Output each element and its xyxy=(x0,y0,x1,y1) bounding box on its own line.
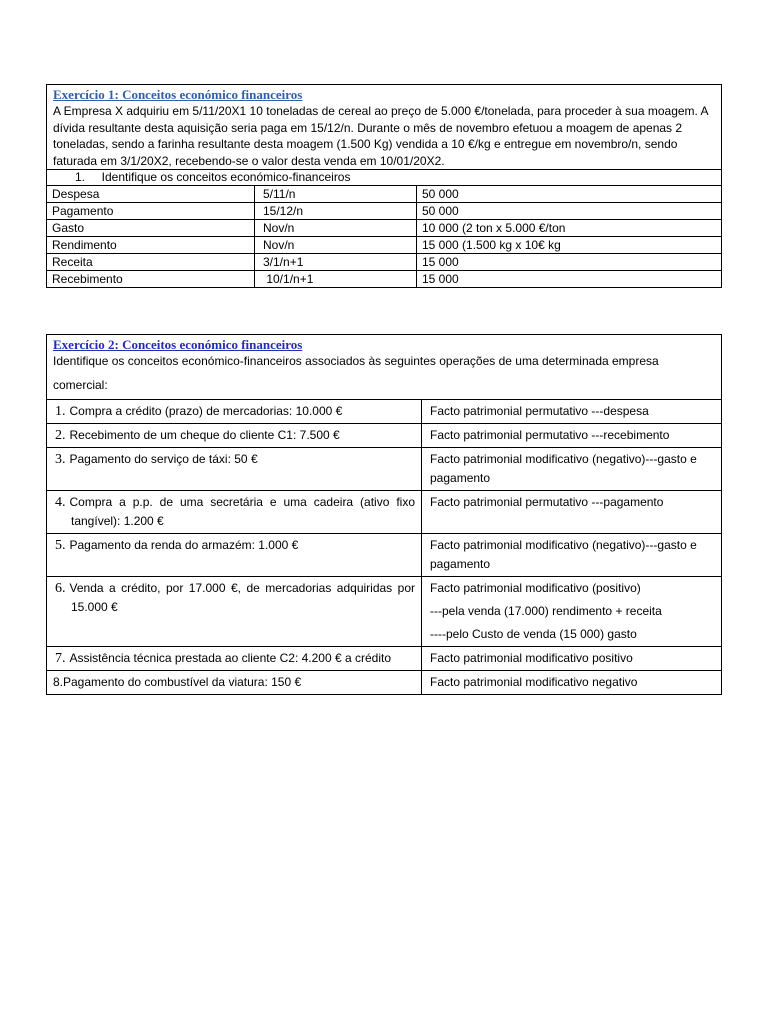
concept-cell: Gasto xyxy=(47,220,255,237)
answer-cell xyxy=(422,647,722,671)
answer-text-line2: ---pela venda (17.000) rendimento + receita xyxy=(430,604,662,618)
answer-cell xyxy=(422,400,722,424)
concept-cell: Receita xyxy=(47,254,255,271)
operation-cell xyxy=(47,448,422,491)
table-row xyxy=(47,577,722,647)
answer-text: Facto patrimonial permutativo ---pagamento xyxy=(430,495,664,509)
item-number: 3. xyxy=(55,452,66,467)
value-cell: 50 000 xyxy=(417,186,722,203)
operation-cell xyxy=(47,577,422,647)
operation-text: Compra a p.p. de uma secretária e uma cadeira (ativo fixo tangível): 1.200 € xyxy=(69,495,415,528)
item-number: 7. xyxy=(55,651,66,666)
operation-cell xyxy=(47,491,422,534)
table-row xyxy=(47,254,722,271)
value-cell: 10 000 (2 ton x 5.000 €/ton xyxy=(417,220,722,237)
exercise2-statement: Identifique os conceitos económico-financeiros associados às seguintes operações de uma determinada empresa comercial: xyxy=(53,354,659,392)
value-cell: 15 000 xyxy=(417,254,722,271)
answer-text-line3: ----pelo Custo de venda (15 000) gasto xyxy=(430,627,637,641)
operation-cell xyxy=(47,671,422,695)
date-cell: Nov/n xyxy=(255,220,417,237)
table-row xyxy=(47,647,722,671)
answer-text: Facto patrimonial permutativo ---recebimento xyxy=(430,428,670,442)
operation-text: Recebimento de um cheque do cliente C1: 7.500 € xyxy=(69,428,340,442)
operation-cell xyxy=(47,400,422,424)
answer-cell xyxy=(422,424,722,448)
item-number: 6. xyxy=(55,581,66,596)
table-row xyxy=(47,203,722,220)
answer-cell xyxy=(422,671,722,695)
operation-cell xyxy=(47,647,422,671)
operation-cell xyxy=(47,534,422,577)
answer-cell xyxy=(422,491,722,534)
operation-cell xyxy=(47,424,422,448)
answer-text: Facto patrimonial modificativo (positivo) xyxy=(430,581,641,595)
table-row xyxy=(47,448,722,491)
answer-text: Facto patrimonial modificativo (negativo)---gasto e pagamento xyxy=(430,452,697,485)
table-row xyxy=(47,271,722,288)
operation-text: Pagamento do serviço de táxi: 50 € xyxy=(69,452,258,466)
answer-text: Facto patrimonial permutativo ---despesa xyxy=(430,404,649,418)
value-cell: 15 000 (1.500 kg x 10€ kg xyxy=(417,237,722,254)
concept-cell: Recebimento xyxy=(47,271,255,288)
date-cell: 3/1/n+1 xyxy=(255,254,417,271)
table-row xyxy=(47,491,722,534)
exercise1-statement: A Empresa X adquiriu em 5/11/20X1 10 toneladas de cereal ao preço de 5.000 €/tonelada, para proceder à sua moagem. A dívida resultante desta aquisição seria paga em 15/12/n. Durante o mês de novembro efetuou a moagem de apenas 2 toneladas, sendo a farinha resultante desta moagem (1.500 Kg) vendida a 10 €/kg e entregue em novembro/n, sendo faturada em 3/1/20X2, recebendo-se o valor desta venda em 10/01/20X2. xyxy=(53,104,708,168)
answer-text: Facto patrimonial modificativo negativo xyxy=(430,675,638,689)
operation-text: 8.Pagamento do combustível da viatura: 150 € xyxy=(53,675,302,689)
item-number: 1. xyxy=(55,404,66,419)
table-row xyxy=(47,534,722,577)
operation-text: Venda a crédito, por 17.000 €, de mercadorias adquiridas por 15.000 € xyxy=(69,581,415,614)
exercise2-header xyxy=(47,335,722,400)
operation-text: Compra a crédito (prazo) de mercadorias: 10.000 € xyxy=(69,404,343,418)
concept-cell: Despesa xyxy=(47,186,255,203)
date-cell: 10/1/n+1 xyxy=(255,271,417,288)
exercise1-table xyxy=(46,84,722,288)
date-cell: 5/11/n xyxy=(255,186,417,203)
item-number: 5. xyxy=(55,538,66,553)
value-cell: 15 000 xyxy=(417,271,722,288)
date-cell: Nov/n xyxy=(255,237,417,254)
table-row xyxy=(47,400,722,424)
operation-text: Pagamento da renda do armazém: 1.000 € xyxy=(69,538,299,552)
answer-cell xyxy=(422,534,722,577)
concept-cell: Pagamento xyxy=(47,203,255,220)
exercise2-title: Exercício 2: Conceitos económico financeiros xyxy=(53,337,303,352)
date-cell: 15/12/n xyxy=(255,203,417,220)
answer-cell xyxy=(422,577,722,647)
exercise1-question: 1. Identifique os conceitos económico-financeiros xyxy=(47,170,722,186)
exercise1-title: Exercício 1: Conceitos económico financeiros xyxy=(53,87,303,102)
exercise2-table xyxy=(46,334,722,695)
item-number: 2. xyxy=(55,428,66,443)
value-cell: 50 000 xyxy=(417,203,722,220)
table-row xyxy=(47,237,722,254)
table-row xyxy=(47,671,722,695)
table-row xyxy=(47,186,722,203)
item-number: 4. xyxy=(55,495,66,510)
answer-text: Facto patrimonial modificativo positivo xyxy=(430,651,633,665)
table-row xyxy=(47,424,722,448)
table-row xyxy=(47,220,722,237)
answer-cell xyxy=(422,448,722,491)
answer-text: Facto patrimonial modificativo (negativo)---gasto e pagamento xyxy=(430,538,697,571)
operation-text: Assistência técnica prestada ao cliente C2: 4.200 € a crédito xyxy=(69,651,392,665)
exercise1-header xyxy=(47,85,722,170)
concept-cell: Rendimento xyxy=(47,237,255,254)
